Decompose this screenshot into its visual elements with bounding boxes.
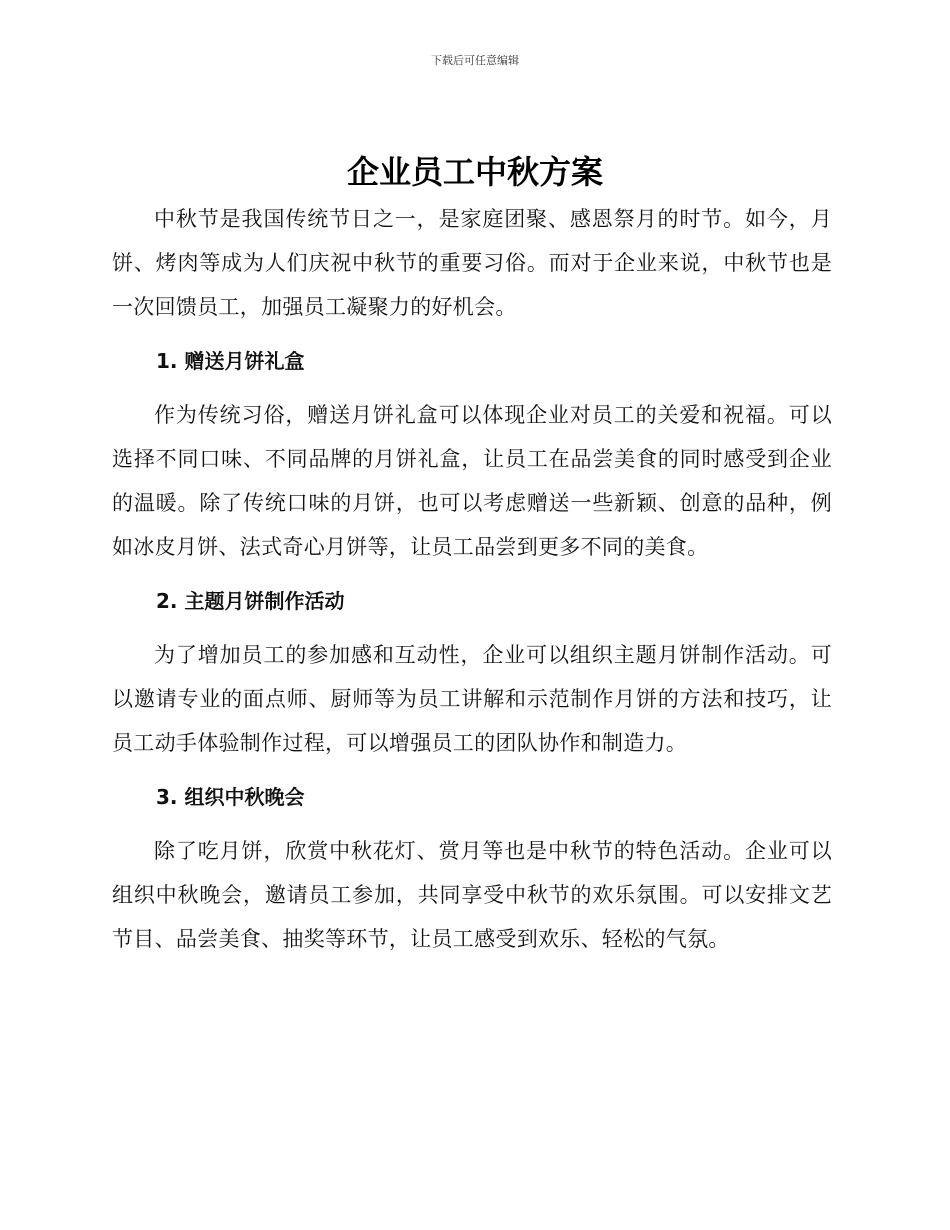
section-body-party: 除了吃月饼，欣赏中秋花灯、赏月等也是中秋节的特色活动。企业可以组织中秋晚会，邀请员工参加，共同享受中秋节的欢乐氛围。可以安排文艺节目、品尝美食、抽奖等环节，让员工感受到欢乐、轻松的气氛。 (112, 839, 832, 951)
section-body-mooncake-making: 为了增加员工的参加感和互动性，企业可以组织主题月饼制作活动。可以邀请专业的面点师、厨师等为员工讲解和示范制作月饼的方法和技巧，让员工动手体验制作过程，可以增强员工的团队协作和制造力。 (112, 643, 832, 755)
page-title: 企业员工中秋方案 (346, 153, 603, 191)
section-body-gift-box: 作为传统习俗，赠送月饼礼盒可以体现企业对员工的关爱和祝福。可以选择不同口味、不同品牌的月饼礼盒，让员工在品尝美食的同时感受到企业的温暖。除了传统口味的月饼，也可以考虑赠送一些新颖、创意的品种，例如冰皮月饼、法式奇心月饼等，让员工品尝到更多不同的美食。 (112, 403, 832, 559)
section-heading-gift-box: 1. 赠送月饼礼盒 (156, 349, 305, 373)
header-note: 下载后可任意编辑 (431, 54, 519, 67)
section-heading-mooncake-making: 2. 主题月饼制作活动 (156, 589, 345, 613)
document-body (112, 197, 832, 961)
section-heading-party: 3. 组织中秋晚会 (156, 785, 305, 809)
intro-paragraph: 中秋节是我国传统节日之一，是家庭团聚、感恩祭月的时节。如今，月饼、烤肉等成为人们庆祝中秋节的重要习俗。而对于企业来说，中秋节也是一次回馈员工，加强员工凝聚力的好机会。 (112, 207, 832, 319)
